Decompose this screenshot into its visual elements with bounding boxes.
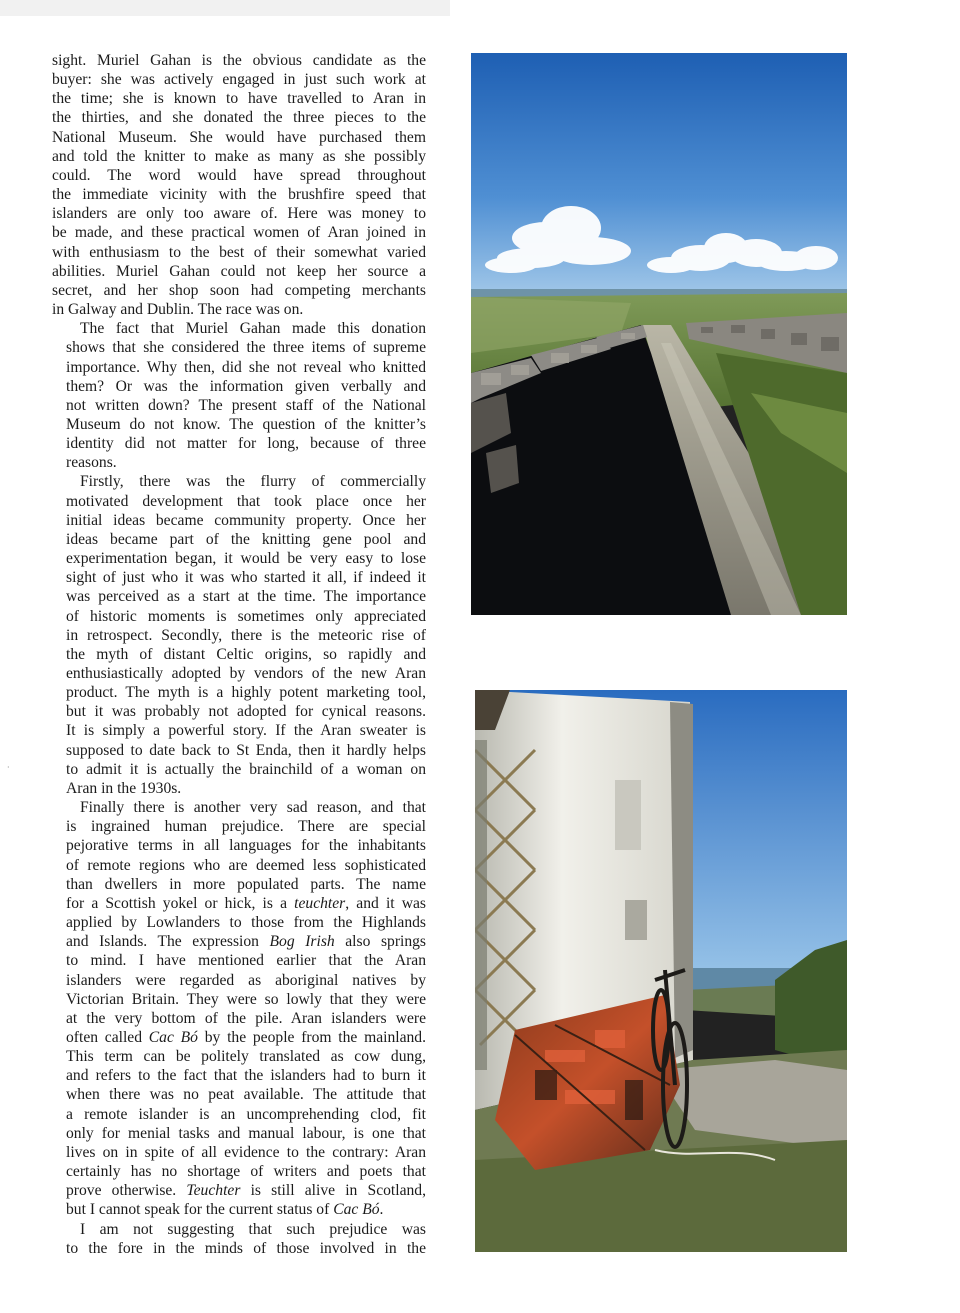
text-run: than dwellers in more populated parts. The name (66, 875, 426, 893)
text-line (52, 396, 426, 415)
text-line (52, 1162, 426, 1181)
text-run: sight. Muriel Gahan is the obvious candidate as the (52, 52, 426, 69)
text-run: them? Or was the information given verbally and (66, 377, 426, 395)
text-line (52, 415, 426, 434)
text-run: I am not suggesting that such prejudice was (80, 1220, 426, 1238)
text-line (52, 817, 426, 836)
text-line (52, 721, 426, 740)
text-run: to admit it is actually the brainchild of a woman on (66, 760, 426, 778)
text-line (52, 1220, 426, 1239)
text-line (52, 1200, 426, 1219)
text-run: pejorative terms in all languages for the inhabitants (66, 837, 426, 855)
text-run: could. The word would have spread throughout (52, 166, 426, 184)
paragraph (52, 51, 426, 319)
text-run: motivated development that took place once her (66, 492, 426, 510)
text-line (52, 875, 426, 894)
text-line (52, 358, 426, 377)
text-run: of historic moments is sometimes only appreciated (66, 607, 426, 625)
text-run: This term can be politely translated as cow dung, (66, 1048, 426, 1066)
text-line (52, 951, 426, 970)
text-run: was perceived as a start at the time. The importance (66, 588, 426, 606)
text-run: lives on in spite of all evidence to the contrary: Aran (66, 1143, 426, 1161)
text-line (52, 492, 426, 511)
text-run: National Museum. She would have purchased them (52, 128, 426, 146)
text-line (52, 204, 426, 223)
text-run: not written down? The present staff of the National (66, 396, 426, 414)
text-line (52, 683, 426, 702)
text-run: at the very bottom of the pile. Aran islanders were (66, 1009, 426, 1027)
text-line (52, 664, 426, 683)
text-line (52, 166, 426, 185)
text-line (52, 300, 426, 319)
body-text-column (52, 51, 426, 1258)
text-line (52, 147, 426, 166)
text-line (52, 1028, 426, 1047)
text-run: a remote islander is an uncomprehending clod, fit (66, 1105, 426, 1123)
text-run: often called (66, 1028, 149, 1046)
text-line (52, 1181, 426, 1200)
text-line (52, 89, 426, 108)
italic-term: Teuchter (186, 1182, 241, 1200)
text-line (52, 798, 426, 817)
text-run: certainly has no shortage of writers and poets that (66, 1163, 426, 1181)
text-run: with enthusiasm to the best of their somewhat varied (52, 243, 426, 261)
text-run: for a Scottish yokel or hick, is a (66, 894, 295, 912)
text-run: initial ideas became community property. Once her (66, 511, 426, 529)
text-line (52, 70, 426, 89)
text-run: the immediate vicinity with the brushfire speed that (52, 186, 426, 204)
text-line (52, 453, 426, 472)
text-run: the thirties, and she donated the three pieces to the (52, 109, 426, 127)
text-line (52, 607, 426, 626)
text-line (52, 626, 426, 645)
text-run: is still alive in Scotland, (240, 1182, 426, 1200)
text-run: of remote regions who are deemed less sophisticated (66, 856, 426, 874)
text-run: by the people from the mainland. (197, 1028, 426, 1046)
text-line (52, 1239, 426, 1258)
text-run: enthusiastically adopted by vendors of the new Aran (66, 665, 426, 682)
text-line (52, 377, 426, 396)
text-run: be made, and these practical women of Aran joined in (52, 224, 426, 242)
text-line (52, 1066, 426, 1085)
text-run: importance. Why then, did she not reveal who knitted (66, 358, 426, 376)
text-line (52, 779, 426, 798)
text-line (52, 128, 426, 147)
text-line (52, 338, 426, 357)
text-line (52, 856, 426, 875)
text-line (52, 472, 426, 491)
text-line (52, 511, 426, 530)
text-line (52, 741, 426, 760)
text-run: sight of just who it was who started it all, if indeed it (66, 569, 426, 587)
text-run: abilities. Muriel Gahan could not keep her source a (52, 262, 426, 280)
road-photo (471, 53, 847, 615)
italic-term: Cac Bó (333, 1201, 380, 1219)
text-run: Finally there is another very sad reason, and that (80, 799, 426, 817)
text-line (52, 932, 426, 951)
text-line (52, 990, 426, 1009)
text-line (52, 1143, 426, 1162)
text-run: prove otherwise. (66, 1182, 187, 1200)
text-run: applied by Lowlanders to those from the Highlands (66, 914, 426, 932)
text-run: islanders are only too aware of. Here was money to (52, 205, 426, 223)
paragraph (52, 472, 426, 798)
paragraph (52, 798, 426, 1219)
text-run: supposed to date back to St Enda, then it hardly helps (66, 741, 426, 759)
text-run: identity did not matter for long, because of three (66, 435, 426, 453)
text-line (52, 243, 426, 262)
text-run: islanders were regarded as aboriginal natives by (66, 971, 426, 989)
text-line (52, 1124, 426, 1143)
text-run: is ingrained human prejudice. There are special (66, 818, 426, 836)
cottage-photo (475, 690, 847, 1252)
text-run: , and it was (345, 894, 426, 912)
text-line (52, 913, 426, 932)
text-run: in retrospect. Secondly, there is the meteoric rise of (66, 626, 426, 644)
text-line (52, 185, 426, 204)
italic-term: Bog Irish (269, 933, 335, 951)
text-line (52, 894, 426, 913)
text-run: and refers to the fact that the islanders had to burn it (66, 1067, 426, 1085)
text-line (52, 702, 426, 721)
text-line (52, 645, 426, 664)
text-line (52, 262, 426, 281)
text-run: Museum do not know. The question of the knitter’s (66, 415, 426, 433)
text-line (52, 434, 426, 453)
text-run: Firstly, there was the flurry of commercially (80, 473, 426, 491)
italic-term: Cac Bó (148, 1028, 198, 1046)
text-run: to the fore in the minds of those involved in the (66, 1239, 426, 1257)
text-line (52, 1105, 426, 1124)
text-line (52, 568, 426, 587)
text-run: to mind. I have mentioned earlier that the Aran (66, 952, 426, 970)
text-run: when there was no peat available. The attitude that (66, 1086, 426, 1104)
margin-speck: · (7, 763, 10, 772)
text-run: and told the knitter to make as many as she possibly (52, 147, 426, 165)
text-run: reasons. (66, 454, 117, 472)
text-line (52, 1085, 426, 1104)
text-line (52, 319, 426, 338)
text-line (52, 1047, 426, 1066)
text-line (52, 587, 426, 606)
text-run: also springs (334, 933, 426, 951)
text-run: and Islands. The expression (66, 933, 270, 951)
text-run: buyer: she was actively engaged in just such work at (52, 71, 426, 89)
text-line (52, 108, 426, 127)
text-line (52, 836, 426, 855)
road-photo-image (471, 53, 847, 615)
paragraph (52, 319, 426, 472)
text-run: The fact that Muriel Gahan made this donation (80, 320, 426, 338)
text-run: Aran in the 1930s. (66, 779, 182, 797)
text-line (52, 281, 426, 300)
text-line (52, 223, 426, 242)
text-run: ideas became part of the knitting gene pool and (66, 530, 426, 548)
page-top-margin (0, 0, 450, 16)
text-line (52, 51, 426, 70)
text-line (52, 549, 426, 568)
cottage-photo-image (475, 690, 847, 1252)
text-line (52, 1009, 426, 1028)
text-run: the time; she is known to have travelled to Aran in (52, 90, 426, 108)
italic-term: teuchter (294, 894, 346, 912)
text-run: the myth of distant Celtic origins, so rapidly and (66, 645, 426, 663)
text-run: but it was probably not adopted for cynical reasons. (66, 703, 426, 721)
text-run: only for menial tasks and manual labour, is one that (66, 1124, 426, 1142)
text-run: but I cannot speak for the current status of (66, 1201, 334, 1219)
text-run: Victorian Britain. They were so lowly that they were (66, 990, 426, 1008)
text-run: product. The myth is a highly potent marketing tool, (66, 684, 426, 702)
text-line (52, 971, 426, 990)
text-run: It is simply a powerful story. If the Aran sweater is (66, 722, 426, 740)
text-run: secret, and her shop soon had competing merchants (52, 281, 426, 299)
paragraph (52, 1220, 426, 1258)
text-line (52, 760, 426, 779)
text-run: shows that she considered the three items of supreme (66, 339, 426, 357)
text-line (52, 530, 426, 549)
text-run: in Galway and Dublin. The race was on. (52, 301, 304, 319)
text-run: experimentation began, it would be very easy to lose (66, 550, 426, 568)
text-run: . (379, 1201, 384, 1219)
